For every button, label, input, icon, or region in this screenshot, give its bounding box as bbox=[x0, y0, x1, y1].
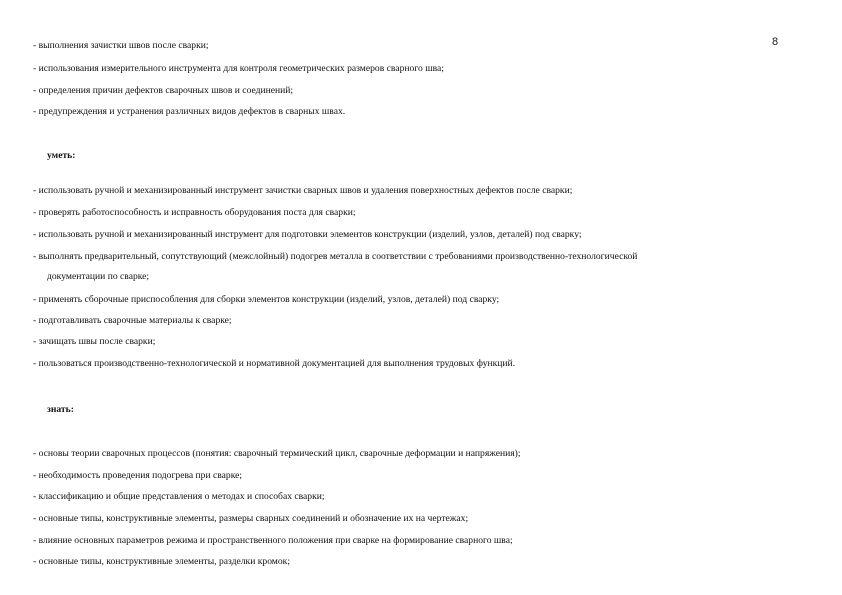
list-item: - проверять работоспособность и исправность оборудования поста для сварки; bbox=[33, 207, 356, 218]
list-item: - использовать ручной и механизированный инструмент для подготовки элементов конструкции (изделий, узлов, деталей) под сварку; bbox=[33, 229, 582, 240]
section-heading-znat: знать: bbox=[47, 404, 74, 415]
list-item: - пользоваться производственно-технологической и нормативной документацией для выполнения трудовых функций. bbox=[33, 358, 516, 369]
list-item: - предупреждения и устранения различных видов дефектов в сварных швах. bbox=[33, 106, 346, 117]
list-item: - подготавливать сварочные материалы к сварке; bbox=[33, 315, 232, 326]
list-item: - зачищать швы после сварки; bbox=[33, 336, 156, 347]
list-item-continuation: документации по сварке; bbox=[47, 271, 150, 282]
list-item: - использовать ручной и механизированный инструмент зачистки сварных швов и удаления поверхностных дефектов после сварки; bbox=[33, 185, 573, 196]
section-heading-umet: уметь: bbox=[47, 150, 76, 161]
list-item: - использования измерительного инструмента для контроля геометрических размеров сварного шва; bbox=[33, 63, 444, 74]
list-item: - основные типы, конструктивные элементы, размеры сварных соединений и обозначение их на чертежах; bbox=[33, 513, 469, 524]
page-number: 8 bbox=[772, 36, 779, 48]
list-item: - основные типы, конструктивные элементы, разделки кромок; bbox=[33, 556, 291, 567]
list-item: - необходимость проведения подогрева при сварке; bbox=[33, 470, 243, 481]
list-item: - основы теории сварочных процессов (понятия: сварочный термический цикл, сварочные деформации и напряжения); bbox=[33, 448, 521, 459]
list-item: - выполнять предварительный, сопутствующий (межслойный) подогрев металла в соответствии с требованиями производственно-технологической bbox=[33, 251, 638, 262]
list-item: - классификацию и общие представления о методах и способах сварки; bbox=[33, 491, 325, 502]
list-item: - выполнения зачистки швов после сварки; bbox=[33, 40, 209, 51]
list-item: - определения причин дефектов сварочных швов и соединений; bbox=[33, 85, 294, 96]
list-item: - применять сборочные приспособления для сборки элементов конструкции (изделий, узлов, деталей) под сварку; bbox=[33, 294, 500, 305]
list-item: - влияние основных параметров режима и пространственного положения при сварке на формирование сварного шва; bbox=[33, 535, 513, 546]
